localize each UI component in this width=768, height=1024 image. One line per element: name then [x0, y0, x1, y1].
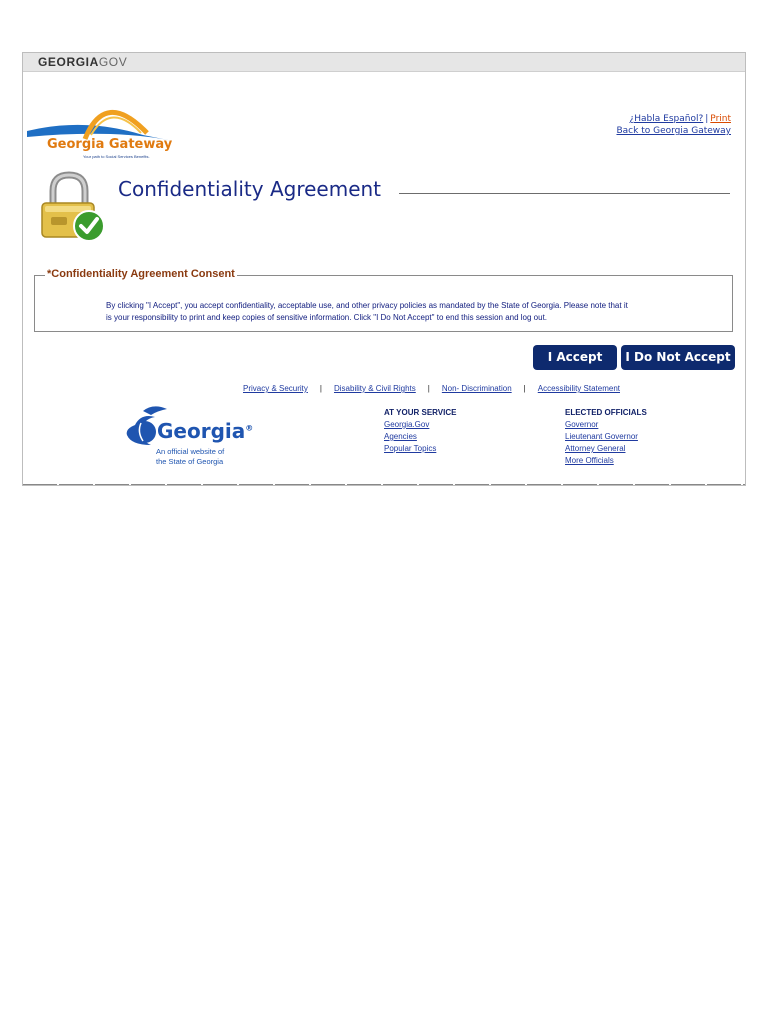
privacy-security-link[interactable]: Privacy & Security [243, 384, 308, 393]
agencies-link[interactable]: Agencies [384, 432, 417, 441]
more-officials-link[interactable]: More Officials [565, 456, 614, 465]
at-your-service-heading: AT YOUR SERVICE [384, 408, 457, 417]
footer-pipe: | [427, 384, 430, 393]
consent-legend: *Confidentiality Agreement Consent [47, 268, 235, 280]
i-do-not-accept-button[interactable]: I Do Not Accept [621, 345, 735, 370]
at-your-service-column [384, 407, 456, 455]
footer-pipe: | [319, 384, 322, 393]
gateway-tagline: Your path to Social Services Benefits. [83, 154, 150, 159]
footer-pipe: | [523, 384, 526, 393]
georgia-word: Georgia [157, 419, 246, 443]
georgia-gov-link[interactable]: Georgia.Gov [384, 420, 430, 429]
georgia-gov-bar[interactable] [23, 53, 745, 72]
elected-officials-heading: ELECTED OFFICIALS [565, 408, 647, 417]
registered-mark: ® [245, 423, 254, 433]
accessibility-statement-link[interactable]: Accessibility Statement [537, 384, 620, 393]
official-website-note [156, 447, 224, 467]
governor-link[interactable]: Governor [565, 420, 599, 429]
page-frame [22, 52, 746, 486]
gov-brand-light: GOV [98, 55, 128, 69]
official-note-line-2: the State of Georgia [156, 457, 224, 466]
habla-espanol-link[interactable]: ¿Habla Español? [629, 114, 704, 124]
gov-brand-bold: GEORGIA [38, 55, 99, 69]
georgia-logo-word [157, 419, 253, 443]
lieutenant-governor-link[interactable]: Lieutenant Governor [565, 432, 638, 441]
elected-officials-column [565, 407, 647, 467]
disability-civil-rights-link[interactable]: Disability & Civil Rights [333, 384, 416, 393]
page-title: Confidentiality Agreement [118, 177, 382, 201]
link-separator: | [705, 114, 709, 124]
consent-fieldset [34, 268, 733, 332]
back-to-gateway-link[interactable]: Back to Georgia Gateway [616, 126, 731, 136]
padlock-check-icon [39, 171, 107, 243]
footer-links [243, 384, 620, 393]
official-note-line-1: An official website of [156, 447, 225, 456]
i-accept-button[interactable]: I Accept [533, 345, 617, 370]
attorney-general-link[interactable]: Attorney General [565, 444, 626, 453]
consent-text [106, 300, 706, 324]
top-links [616, 113, 731, 137]
consent-text-line-2: is your responsibility to print and keep copies of sensitive information. Click "I Do Not Accept" to end this session and log out. [106, 313, 548, 322]
print-link[interactable]: Print [710, 114, 731, 124]
gateway-logo-text: Georgia Gateway [47, 137, 173, 152]
consent-text-line-1: By clicking "I Accept", you accept confidentiality, acceptable use, and other privacy policies as mandated by the State of Georgia. Please note that it [106, 301, 628, 310]
bottom-border [23, 484, 745, 485]
title-divider [399, 193, 730, 194]
non-discrimination-link[interactable]: Non- Discrimination [441, 384, 512, 393]
popular-topics-link[interactable]: Popular Topics [384, 444, 437, 453]
